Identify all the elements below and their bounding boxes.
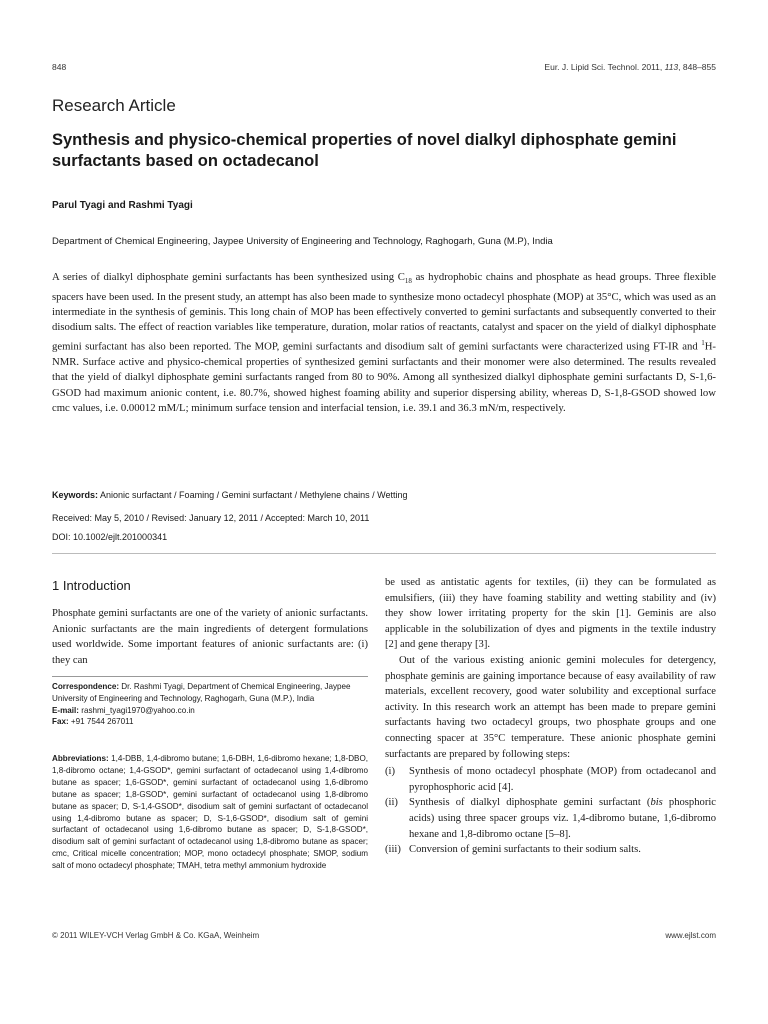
step-text: Conversion of gemini surfactants to their sodium salts. (409, 844, 641, 856)
affiliation: Department of Chemical Engineering, Jaypee University of Engineering and Technology, Raghogarh, Guna (M.P), India (52, 236, 553, 247)
journal-name: Eur. J. Lipid Sci. Technol. 2011, (544, 62, 665, 72)
abstract-part-3: H-NMR. Surface active and physico-chemical properties of synthesized gemini surfactants and their monomer were also determined. The results revealed that the yield of dialkyl diphosphate gemini surfactants ranged from 80 to 90%. Among all synthesized dialkyl diphosphate gemini surfactants D, S-1,6-GSOD had maximum anionic content, i.e. 80.7%, showed highest foaming ability and superior dispersing ability, whereas D, S-1,8-GSOD showed low cmc values, i.e. 0.00012 mM/L; minimum surface tension and interfacial tension, i.e. 39.1 and 36.3 mN/m, respectively. (52, 340, 716, 414)
list-item (385, 842, 716, 858)
keywords-label: Keywords: (52, 490, 99, 500)
authors: Parul Tyagi and Rashmi Tyagi (52, 200, 193, 211)
keywords-text: Anionic surfactant / Foaming / Gemini surfactant / Methylene chains / Wetting (98, 490, 408, 500)
section-heading-introduction: 1 Introduction (52, 578, 131, 593)
doi: DOI: 10.1002/ejlt.201000341 (52, 532, 168, 542)
article-title: Synthesis and physico-chemical properties of novel dialkyl diphosphate gemini surfactants based on octadecanol (52, 131, 677, 170)
correspondence-text: Dr. Rashmi Tyagi, Department of Chemical Engineering, Jaypee University of Engineering and Technology, Raghogarh, Guna (M.P.), India (52, 682, 351, 703)
abstract-superscript: 1 (701, 338, 705, 347)
running-head (52, 62, 716, 76)
intro-left-paragraph: Phosphate gemini surfactants are one of the variety of anionic surfactants. Anionic surfactants are the main ingredients of detergent formulations used worldwide. Some important features of anionic surfactants are: (i) they can (52, 608, 368, 666)
article-type: Research Article (52, 96, 176, 115)
correspondence-label: Correspondence: (52, 682, 120, 691)
list-item (385, 795, 716, 842)
article-dates: Received: May 5, 2010 / Revised: January 12, 2011 / Accepted: March 10, 2011 (52, 513, 370, 523)
page-number: 848 (52, 62, 67, 72)
list-item (385, 764, 716, 795)
abstract-subscript: 18 (404, 277, 412, 286)
abbreviations-note (52, 753, 368, 872)
step-text-emphasis: bis (650, 797, 663, 809)
step-number: (ii) (385, 797, 398, 809)
journal-pages: , 848–855 (678, 62, 716, 72)
footnote-divider (52, 676, 368, 677)
step-number: (iii) (385, 844, 401, 856)
abbreviations-label: Abbreviations: (52, 754, 109, 763)
section-divider (52, 553, 716, 554)
abstract-part-2: as hydrophobic chains and phosphate as head groups. Three flexible spacers have been used. In the present study, an attempt has also been made to synthesize mono octadecyl phosphate (MOP) at 35°C, which was used as an intermediate in the synthesis of geminis. This long chain of MOP has been effectively converted to gemini surfactants and subsequently converted to their disodium salts. The effect of reaction variables like temperature, duration, molar ratios of reactants, catalyst and spacer on the yield of dialkyl diphosphate gemini surfactant has also been reported. The MOP, gemini surfactants and disodium salt of gemini surfactants were characterized using FT-IR and (52, 271, 717, 353)
intro-right-paragraph-2: Out of the various existing anionic gemini molecules for detergency, phosphate geminis are gaining importance because of easy availability of raw materials, excellent recovery, good water solubility and exceptional surface activity. In this research work an attempt has been made to prepare gemini surfactants having two octadecyl groups, two phosphate groups and one connecting spacer at 35°C temperature. These anionic phosphate gemini surfactants are prepared by following steps: (385, 654, 716, 760)
step-text-continued: phosphoric acids) using three spacer groups viz. 1,4-dibromo butane, 1,6-dibromo hexane and 1,8-dibromo octane [5–8]. (409, 797, 716, 840)
fax-label: Fax: (52, 717, 69, 727)
intro-right-column (385, 575, 716, 858)
journal-url[interactable]: www.ejlst.com (665, 931, 716, 940)
journal-citation (544, 62, 716, 72)
step-text: Synthesis of mono octadecyl phosphate (MOP) from octadecanol and pyrophosphoric acid [4]. (409, 766, 716, 793)
correspondence-note (52, 681, 368, 728)
page-footer (52, 931, 716, 945)
intro-right-paragraph-1: be used as antistatic agents for textiles, (ii) they can be formulated as emulsifiers, (iii) they have foaming stability and wetting stability and (iv) they show lower irritating property for the skin [1]. Geminis are also applicable in the solubilization of dyes and pigments in the textile industry [2] and gene therapy [3]. (385, 577, 716, 651)
abstract-part-1: A series of dialkyl diphosphate gemini surfactants has been synthesized using C (52, 271, 405, 283)
step-number: (i) (385, 766, 395, 778)
email-address: rashmi_tyagi1970@yahoo.co.in (79, 705, 195, 715)
synthesis-steps-list (385, 764, 716, 858)
abstract (52, 270, 716, 416)
step-text: Synthesis of dialkyl diphosphate gemini surfactant ( (409, 797, 651, 809)
copyright: © 2011 WILEY-VCH Verlag GmbH & Co. KGaA, Weinheim (52, 931, 260, 940)
keywords (52, 490, 716, 500)
abbreviations-text: 1,4-DBB, 1,4-dibromo butane; 1,6-DBH, 1,6-dibromo hexane; 1,8-DBO, 1,8-dibromo octane; 1,4-GSOD*, gemini surfactant of octadecanol using 1,4-dibromo butane as spacer; 1,6-GSOD*, gemini surfactant of octadecanol using 1,6-dibromo butane as spacer; 1,8-GSOD*, gemini surfactant of octadecanol using 1,8-dibromo butane as spacer; D, S-1,4-GSOD*, disodium salt of gemini surfactant of octadecanol using 1,4-dibromo butane as spacer; D, S-1,6-GSOD*, disodium salt of gemini surfactant of octadecanol using 1,6-dibromo butane as spacer; D, S-1,8-GSOD*, disodium salt of gemini surfactant of octadecanol using 1,8-dibromo butane as spacer; cmc, Critical micelle concentration; MOP, mono octadecyl phosphate; SMOP, sodium salt of mono octadecyl phosphate; TMAH, tetra methyl ammonium hydroxide (52, 754, 368, 871)
journal-volume: 113 (664, 62, 679, 72)
email-label: E-mail: (52, 705, 79, 715)
fax-number: +91 7544 267011 (68, 717, 134, 727)
